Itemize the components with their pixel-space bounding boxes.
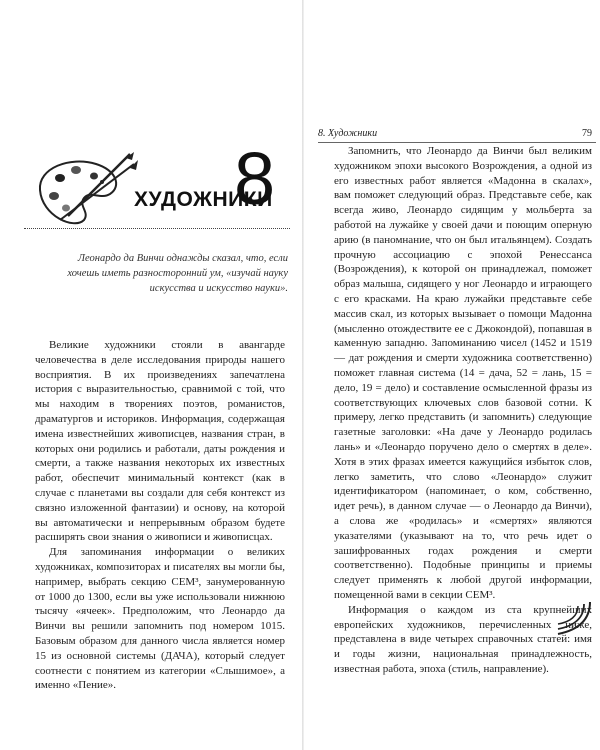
chapter-number: 8 [234,137,276,220]
paragraph: Запомнить, что Леонардо да Винчи был великим художником эпохи высокого Возрождения, а одной из его известных работ является «Мадонна в скалах», вам поможет следующий образ. Представьте себе, как всегда живо, Леонардо сидящим у мольберта за работой на лужайке у своей дачи и поющим оперную арию (в паномнание, что он был итальянцем). Создать прочную ассоциацию с эпохой Ренессанса (Возрождения), к которой он принадлежал, поможет образ малыша, сидящего у ног Леонардо и играющего с его красками. На краю лужайки представьте себе массив скал, из которых вызывает о помощи Мадонна (мысленно отождествите ее с Джокондой), попавшая в каменную западню. Запоминанию чисел (1452 и 1519 — дат рождения и смерти художника соответственно) поможет главная система (14 = дача, 52 = лань, 15 = дело, 19 = дело) и составление осмысленной фразы из соответствующих ключевых слов базовой сотни. К примеру, легко представить (и запомнить) следующие газетные заголовки: «На даче у Леонардо родилась лань» и «Леонардо поручено дело о смертях в деле». Хотя в этих фразах имеется кажущийся избыток слов, легко заметить, что слово «Леонардо» служит идентификатором (напоминает, о ком, собственно, идет речь), в данном случае — о Леонардо да Винчи), а слова же «родилась» и «смертях» являются указателями (указывают на то, что речь идет о зашифрованных годах рождения и смерти соответственно). Подобные принципы и приемы следует применять к любой другой информации, помещенной вами в секции СЕМ³. [334,145,592,601]
left-body-text [35,338,285,693]
paragraph: Информация о каждом из ста крупнейших европейских художников, перечисленных ниже, представлена в виде четырех справочных статей: имя и годы жизни, национальная принадлежность, известная работа, эпоха (стиль, направление). [334,603,592,675]
right-body-text [334,144,592,677]
chapter-header [30,137,300,230]
epigraph: Леонардо да Винчи однажды сказал, что, если хочешь иметь разносторонний ум, «изучай науку искусства и искусство науки». [67,253,288,294]
page-number: 79 [582,128,592,139]
right-page [304,0,600,750]
swoosh-ornament-icon [554,600,594,636]
paragraph: Для запоминания информации о великих художниках, композиторах и писателях вы могли бы, например, выбрать секцию СЕМ³, занумерованную от 1000 до 1300, если вы уже использовали нижнюю тысячу «ячеек». Предположим, что Леонардо да Винчи вы решили запомнить под номером 1015. Базовым образом для данного числа является номер 15 из основной системы (ДАЧА), который следует соотнести с понятием из категории «Слышимое», а именно «Пение». [35,546,285,692]
running-title: 8. Художники [318,128,378,139]
running-header [318,128,596,143]
paragraph: Великие художники стояли в авангарде человечества в деле исследования природы нашего восприятия. В их произведениях запечатлена история с выразительностью, сравнимой с той, что мы находим в творениях поэтов, романистов, драматургов и историков. Информация, содержащая имена известнейших живописцев, названия стран, в которых они родились и работали, даты рождения и смерти, а также названия некоторых их известных работ, обеспечит минимальный контекст (как в случае с планетами вы создали для себя контекст из связно изложенной фантазии) и основу, на которой вы автоматически и непрерывным образом будете расширять свои знания о живописи и живописцах. [35,339,285,544]
chapter-title: ХУДОЖНИКИ [134,188,273,211]
palette-icon [30,150,140,230]
epigraph-divider [24,228,290,229]
